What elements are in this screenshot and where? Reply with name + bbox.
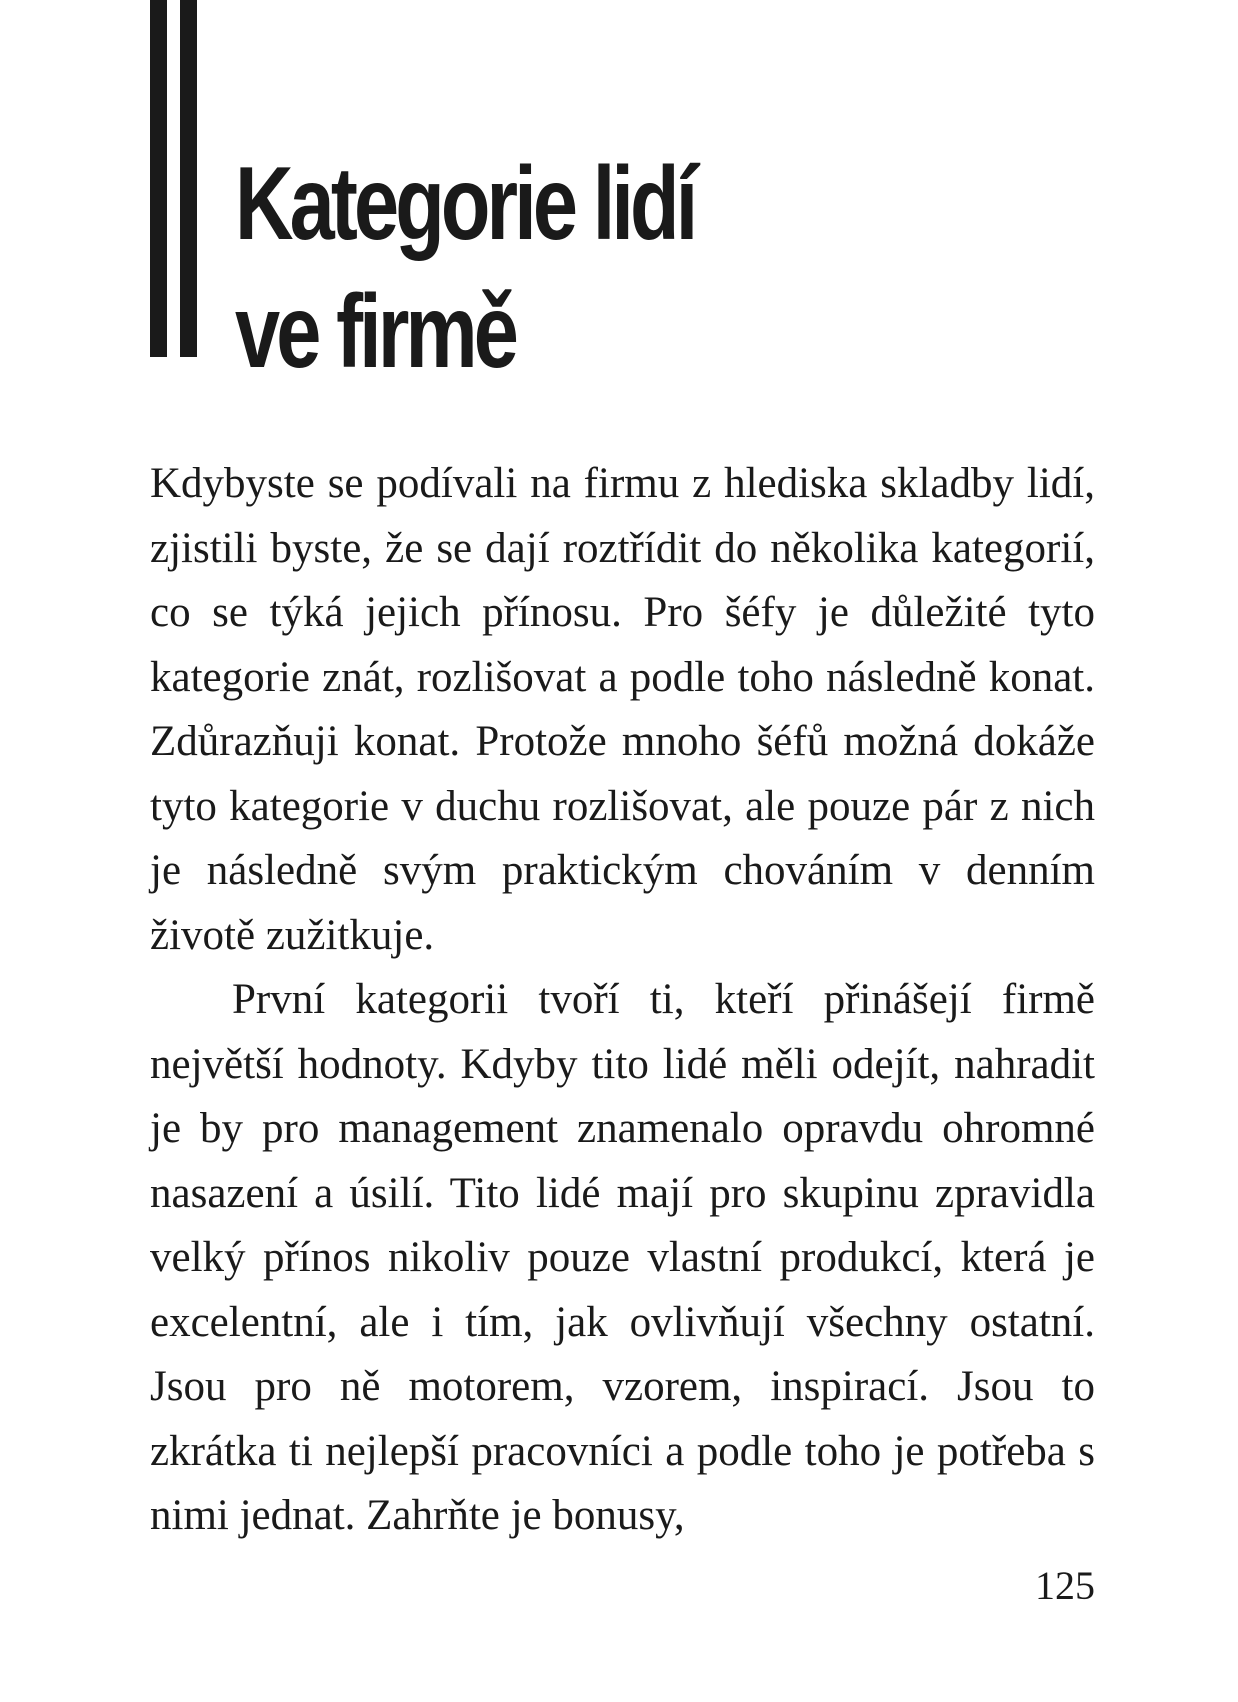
decorative-bar-right: [180, 0, 197, 357]
page-number: 125: [1035, 1563, 1095, 1608]
body-text: [150, 452, 1095, 1549]
chapter-title-line-2: ve firmě: [235, 274, 515, 390]
paragraph-1: Kdybyste se podívali na firmu z hlediska skladby lidí, zjistili byste, že se dají roztřídit do několika kategorií, co se týká jejich přínosu. Pro šéfy je důležité tyto kategorie znát, rozlišovat a podle toho následně konat. Zdůrazňuji konat. Protože mnoho šéfů možná dokáže tyto kategorie v duchu rozlišovat, ale pouze pár z nich je následně svým praktickým chováním v denním životě zužitkuje.: [150, 460, 1095, 959]
decorative-bar-left: [150, 0, 167, 357]
paragraph-2: První kategorii tvoří ti, kteří přinášejí firmě největší hodnoty. Kdyby tito lidé měli odejít, nahradit je by pro management znamenalo opravdu ohromné nasazení a úsilí. Tito lidé mají pro skupinu zpravidla velký přínos nikoliv pouze vlastní produkcí, která je excelentní, ale i tím, jak ovlivňují všechny ostatní. Jsou pro ně motorem, vzorem, inspirací. Jsou to zkrátka ti nejlepší pracovníci a podle toho je potřeba s nimi jednat. Zahrňte je bonusy,: [150, 976, 1095, 1539]
chapter-title-line-1: Kategorie lidí: [235, 146, 695, 262]
chapter-title: [235, 140, 694, 396]
